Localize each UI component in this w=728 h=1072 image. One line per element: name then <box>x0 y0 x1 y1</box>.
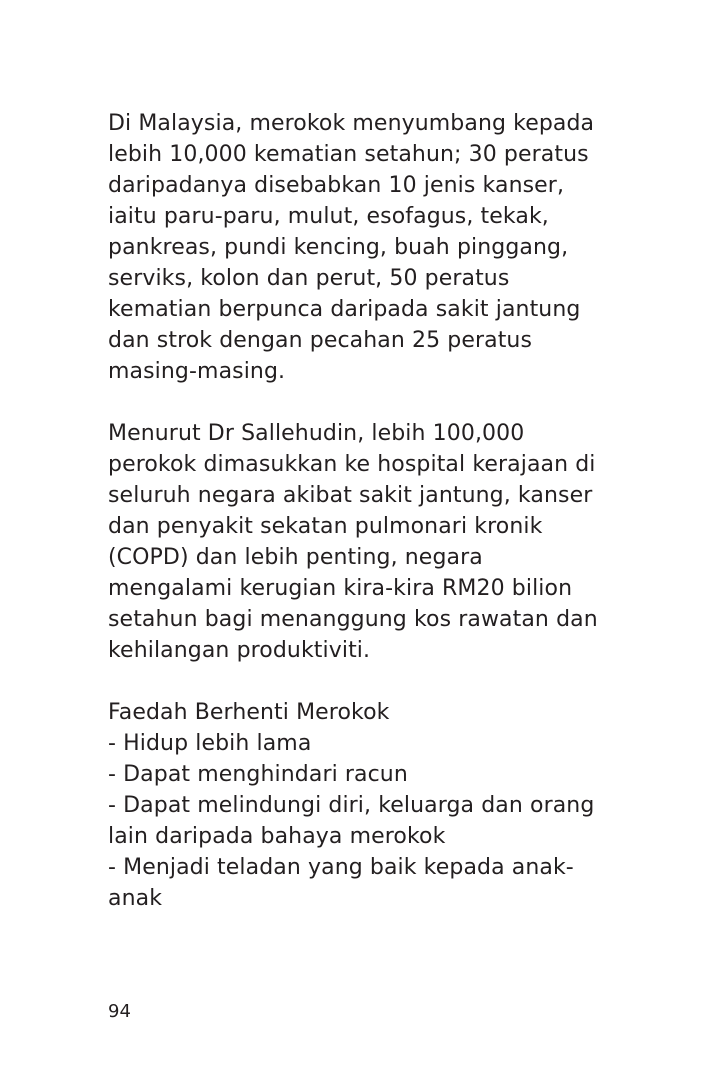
page-number: 94 <box>108 1001 131 1022</box>
text-line: Di Malaysia, merokok menyumbang kepada <box>108 111 595 136</box>
text-line: lebih 10,000 kematian setahun; 30 peratus <box>108 142 589 167</box>
text-line: perokok dimasukkan ke hospital kerajaan di <box>108 452 596 477</box>
text-line: setahun bagi menanggung kos rawatan dan <box>108 607 598 632</box>
benefits-heading: Faedah Berhenti Merokok <box>108 700 390 725</box>
text-line: pankreas, pundi kencing, buah pinggang, <box>108 235 569 260</box>
list-item: - Hidup lebih lama <box>108 731 312 756</box>
text-line: iaitu paru-paru, mulut, esofagus, tekak, <box>108 204 549 229</box>
text-line: daripadanya disebabkan 10 jenis kanser, <box>108 173 565 198</box>
benefits-section <box>108 697 628 914</box>
list-item: - Dapat melindungi diri, keluarga dan orang <box>108 793 595 818</box>
text-line: kematian berpunca daripada sakit jantung <box>108 297 581 322</box>
paragraph-spacer <box>108 387 628 418</box>
text-line: dan penyakit sekatan pulmonari kronik <box>108 514 543 539</box>
list-item: - Menjadi teladan yang baik kepada anak- <box>108 855 574 880</box>
page-content <box>108 108 628 914</box>
text-line: kehilangan produktiviti. <box>108 638 371 663</box>
text-line: dan strok dengan pecahan 25 peratus <box>108 328 533 353</box>
text-line: Menurut Dr Sallehudin, lebih 100,000 <box>108 421 525 446</box>
text-line: masing-masing. <box>108 359 286 384</box>
paragraph-smoking-deaths <box>108 108 628 387</box>
text-line: mengalami kerugian kira-kira RM20 bilion <box>108 576 573 601</box>
text-line: (COPD) dan lebih penting, negara <box>108 545 483 570</box>
paragraph-spacer <box>108 666 628 697</box>
list-item-continuation: lain daripada bahaya merokok <box>108 824 446 849</box>
text-line: seluruh negara akibat sakit jantung, kanser <box>108 483 593 508</box>
list-item: - Dapat menghindari racun <box>108 762 408 787</box>
paragraph-hospital-cost <box>108 418 628 666</box>
text-line: serviks, kolon dan perut, 50 peratus <box>108 266 510 291</box>
list-item-continuation: anak <box>108 886 163 911</box>
